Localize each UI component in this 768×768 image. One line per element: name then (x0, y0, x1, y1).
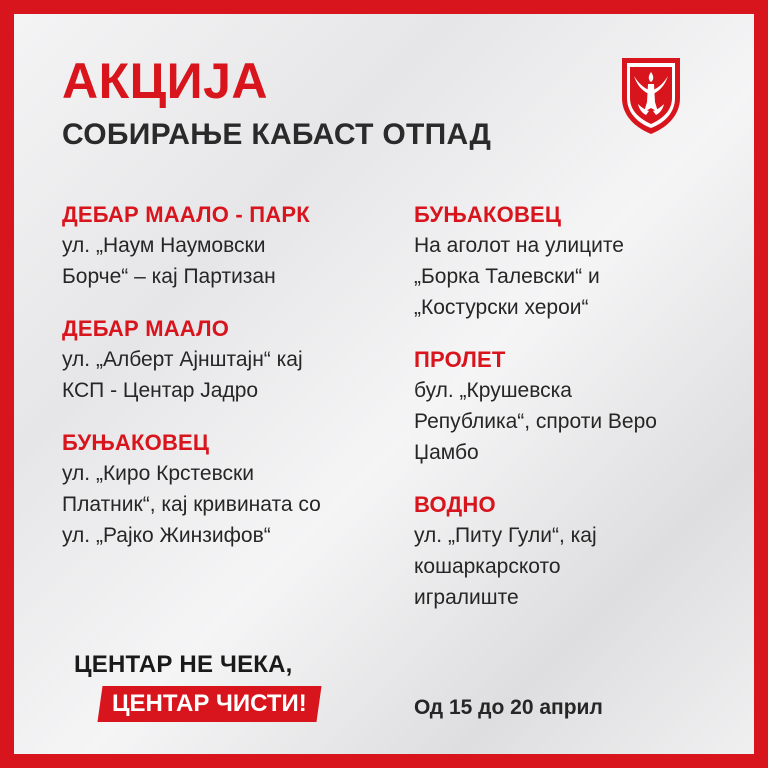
slogan-line-2-badge (97, 686, 321, 722)
location-address: ул. „Алберт Ајнштајн“ кај КСП - Центар Јадро (62, 348, 303, 402)
slogan-line-2: ЦЕНТАР ЧИСТИ! (112, 690, 307, 717)
phoenix-shield-icon (618, 54, 684, 136)
location-address: ул. „Питу Гули“, кај кошаркарското игралиште (414, 524, 597, 609)
location-name: ДЕБАР МААЛО - ПАРК (62, 202, 310, 227)
location-item (62, 200, 402, 292)
location-name: БУЊАКОВЕЦ (62, 430, 210, 455)
location-item (414, 345, 734, 468)
location-name: ДЕБАР МААЛО (62, 316, 230, 341)
page-title: АКЦИЈА (62, 53, 269, 109)
location-address: бул. „Крушевска Република“, спроти Веро Џамбо (414, 379, 657, 464)
location-name: БУЊАКОВЕЦ (414, 202, 562, 227)
locations-left-column (62, 200, 402, 573)
date-range: Од 15 до 20 април (414, 696, 603, 719)
slogan (62, 650, 319, 722)
slogan-line-1: ЦЕНТАР НЕ ЧЕКА, (74, 651, 293, 678)
location-name: ВОДНО (414, 492, 496, 517)
page-subtitle: СОБИРАЊЕ КАБАСТ ОТПАД (62, 118, 492, 151)
location-name: ПРОЛЕТ (414, 347, 506, 372)
location-address: На аголот на улиците „Борка Талевски“ и „Костурски херои“ (414, 234, 624, 319)
location-item (62, 428, 402, 551)
location-item (414, 490, 734, 613)
content-panel (14, 14, 754, 754)
location-address: ул. „Наум Наумовски Борче“ – кај Партизан (62, 234, 276, 288)
location-item (62, 314, 402, 406)
locations-right-column (414, 200, 734, 635)
location-item (414, 200, 734, 323)
location-address: ул. „Киро Крстевски Платник“, кај кривината со ул. „Рајко Жинзифов“ (62, 462, 321, 547)
